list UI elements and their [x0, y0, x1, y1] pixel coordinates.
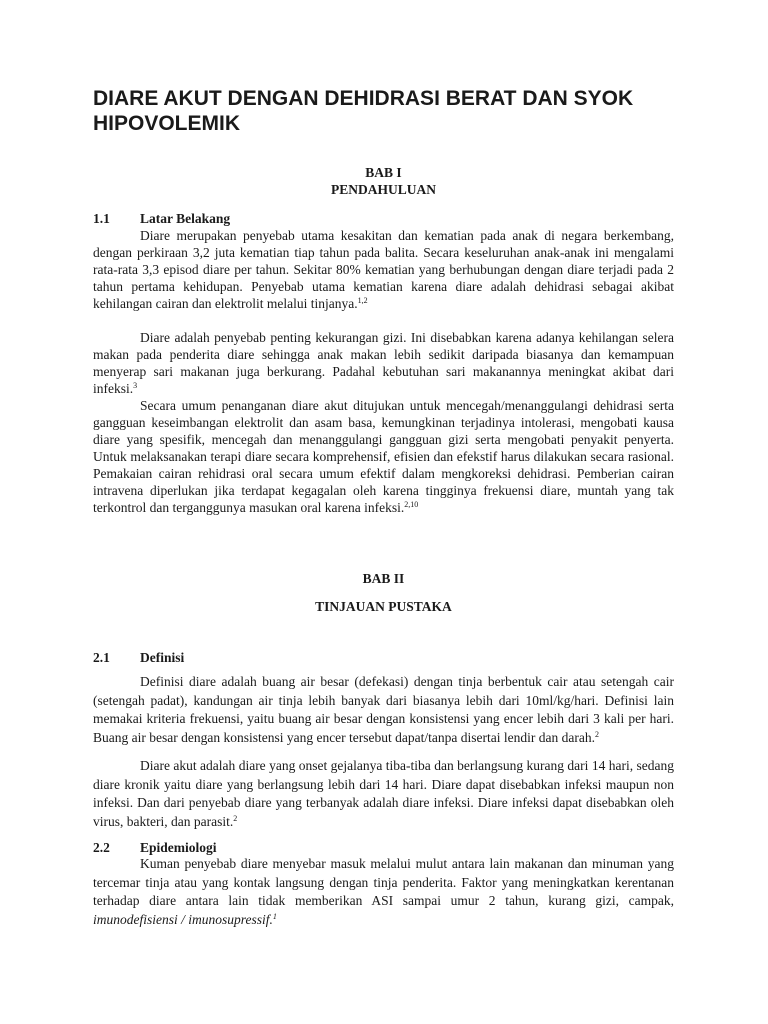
citation: 1,2 — [357, 296, 368, 305]
italic-term: imunodefisiensi / imunosupressif. — [93, 911, 273, 927]
title-line-1: DIARE AKUT DENGAN DEHIDRASI BERAT DAN SYOK — [93, 87, 634, 110]
paragraph-text: Diare adalah penyebab penting kekurangan gizi. Ini disebabkan karena adanya kehilangan selera makan pada penderita diare sehingga anak makan lebih sedikit daripada biasanya dan kemampuan menyerap sari makanan juga berkurang. Padahal kebutuhan sari makanannya meningkat akibat dari infeksi. — [93, 330, 674, 396]
section-title: Epidemiologi — [140, 840, 217, 855]
citation: 2 — [594, 729, 599, 739]
section-number: 2.2 — [93, 840, 110, 855]
paragraph-text: Diare akut adalah diare yang onset gejalanya tiba-tiba dan berlangsung kurang dari 14 hari, sedang diare kronik yaitu diare yang berlangsung lebih dari 14 hari. Diare dapat disebabkan infeksi maupun non infeksi. Dan dari penyebab diare yang terbanyak adalah diare infeksi. Diare infeksi dapat disebabkan oleh virus, bakteri, dan parasit. — [93, 758, 674, 829]
bab1-name: PENDAHULUAN — [330, 182, 436, 197]
document-title — [93, 86, 693, 136]
section-2-1-heading — [93, 649, 674, 666]
paragraph-1-1-c — [93, 397, 674, 516]
paragraph-2-1-a — [93, 673, 674, 747]
paragraph-text: Definisi diare adalah buang air besar (defekasi) dengan tinja berbentuk cair atau setengah cair (setengah padat), kandungan air tinja lebih banyak dari biasanya lebih dari 10ml/kg/hari. Definisi lain memakai kriteria frekuensi, yaitu buang air besar dengan konsistensi yang encer lebih dari 3 kali per hari. Buang air besar dengan konsistensi yang encer tersebut dapat/tanpa disertai lendir dan darah. — [93, 674, 674, 745]
section-title: Latar Belakang — [140, 211, 231, 226]
section-number: 1.1 — [93, 211, 110, 226]
citation: 2 — [233, 813, 238, 823]
paragraph-text: Secara umum penanganan diare akut ditujukan untuk mencegah/menanggulangi dehidrasi serta gangguan keseimbangan elektrolit dan asam basa, kemungkinan terjadinya intolerasi, mengobati kausa diare yang spesifik, mencegah dan menanggulangi gangguan gizi serta mengobati penyakit penyerta. Untuk melaksanakan terapi diare secara komprehensif, efisien dan efekstif harus dilakukan secara rasional. Pemakaian cairan rehidrasi oral secara umum efektif dalam mengkoreksi dehidrasi. Pemberian cairan intravena diperlukan jika terdapat kegagalan oleh karena tingginya frekuensi diare, muntah yang tak terkontrol dan terganggunya masukan oral karena infeksi. — [93, 398, 674, 515]
bab1-label: BAB I — [365, 165, 402, 180]
section-number: 2.1 — [93, 650, 110, 665]
bab2-label: BAB II — [362, 571, 405, 586]
paragraph-1-1-b — [93, 329, 674, 397]
section-1-1-heading — [93, 210, 674, 227]
paragraph-2-1-b — [93, 757, 674, 831]
title-line-2: HIPOVOLEMIK — [93, 112, 241, 135]
citation: 1 — [272, 911, 277, 921]
bab2-name: TINJAUAN PUSTAKA — [315, 599, 452, 614]
paragraph-2-2-a — [93, 855, 674, 929]
section-title: Definisi — [140, 650, 185, 665]
paragraph-text: Kuman penyebab diare menyebar masuk melalui mulut antara lain makanan dan minuman yang tercemar tinja atau yang kontak langsung dengan tinja penderita. Faktor yang meningkatkan kerentanan terhadap diare antara lain tidak memberikan ASI sampai umur 2 tahun, kurang gizi, campak, — [93, 856, 674, 908]
citation: 3 — [133, 381, 138, 390]
citation: 2,10 — [404, 500, 419, 509]
paragraph-text: Diare merupakan penyebab utama kesakitan dan kematian pada anak di negara berkembang, dengan perkiraan 3,2 juta kematian tiap tahun pada balita. Secara keseluruhan anak-anak ini mengalami rata-rata 3,3 episod diare per tahun. Sekitar 80% kematian yang berhubungan dengan diare terjadi pada 2 tahun pertama kehidupan. Penyebab utama kematian karena diare adalah dehidrasi sebagai akibat kehilangan cairan dan elektrolit melalui tinjanya. — [93, 228, 674, 311]
paragraph-1-1-a — [93, 227, 674, 312]
section-2-2-heading — [93, 839, 674, 856]
